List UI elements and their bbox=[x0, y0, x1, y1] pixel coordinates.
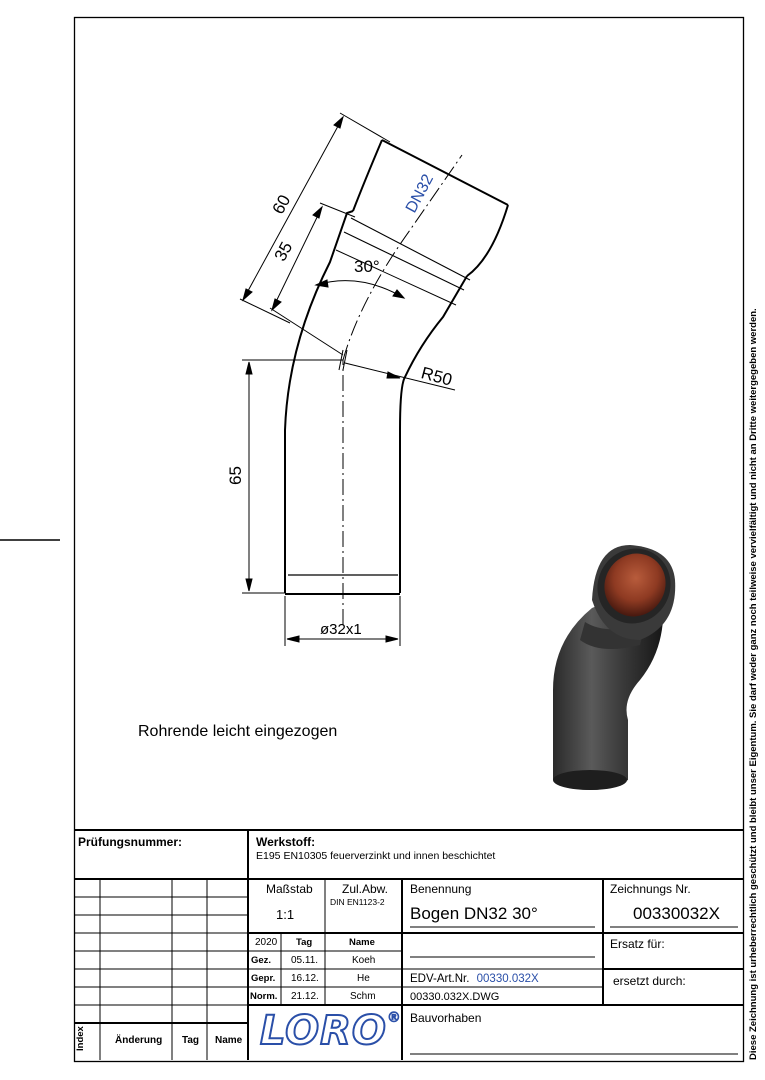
werkstoff-value: E195 EN10305 feuerverzinkt und innen beschichtet bbox=[256, 850, 496, 862]
registered-mark: ® bbox=[386, 1010, 402, 1026]
revision-tag-header: Tag bbox=[182, 1035, 200, 1046]
nominal-size-label: DN32 bbox=[402, 171, 438, 216]
dimension-60 bbox=[240, 113, 390, 323]
revision-name-header: Name bbox=[215, 1035, 243, 1046]
drawing-note: Rohrende leicht eingezogen bbox=[138, 723, 338, 740]
bauvorhaben-label: Bauvorhaben bbox=[410, 1011, 482, 1025]
ersetzt-label: ersetzt durch: bbox=[613, 974, 686, 988]
benennung-value: Bogen DN32 30° bbox=[410, 904, 538, 923]
revision-index-header: Index bbox=[75, 1026, 86, 1051]
gepr-label: Gepr. bbox=[251, 973, 276, 984]
dimension-angle bbox=[316, 280, 404, 298]
dimension-35-label: 35 bbox=[270, 238, 297, 265]
edv-label bbox=[410, 974, 539, 986]
dimension-60-label: 60 bbox=[268, 191, 295, 218]
zeichnungsnr-label: Zeichnungs Nr. bbox=[610, 882, 691, 896]
elbow-3d-render bbox=[553, 535, 685, 790]
norm-tag: 21.12. bbox=[291, 991, 319, 1002]
dimension-65-label: 65 bbox=[225, 466, 245, 485]
edv-label-text: EDV-Art.Nr. bbox=[410, 973, 470, 985]
name-header: Name bbox=[349, 937, 375, 948]
dimension-65 bbox=[242, 360, 343, 593]
gez-label: Gez. bbox=[251, 955, 272, 966]
gez-name: Koeh bbox=[352, 955, 376, 966]
zeichnungsnr-value: 00330032X bbox=[633, 904, 720, 923]
elbow-outline bbox=[285, 140, 508, 594]
zulabw-label: Zul.Abw. bbox=[342, 882, 389, 896]
norm-label: Norm. bbox=[250, 991, 278, 1002]
norm-name: Schm bbox=[350, 991, 376, 1002]
dimension-radius-label: R50 bbox=[419, 363, 455, 390]
year-label: 2020 bbox=[255, 937, 278, 948]
gez-tag: 05.11. bbox=[291, 955, 319, 966]
gepr-tag: 16.12. bbox=[291, 973, 319, 984]
revision-aenderung-header: Änderung bbox=[115, 1035, 163, 1046]
loro-logo bbox=[260, 1008, 402, 1054]
copyright-note: Diese Zeichnung ist urheberrechtlich geschützt und bleibt unser Eigentum. Sie darf weder ganz noch teilweise vervielfältigt und nicht an Dritte weitergegeben werden. bbox=[748, 308, 759, 1060]
gepr-name: He bbox=[357, 973, 370, 984]
dwg-file: 00330.032X.DWG bbox=[410, 991, 500, 1003]
dimension-angle-label: 30° bbox=[354, 257, 380, 276]
werkstoff-label: Werkstoff: bbox=[256, 835, 316, 849]
zulabw-value: DIN EN1123-2 bbox=[330, 897, 385, 907]
massstab-value: 1:1 bbox=[276, 907, 295, 922]
benennung-label: Benennung bbox=[410, 882, 472, 896]
diameter-label: ø32x1 bbox=[320, 621, 362, 638]
pruefungsnummer-label: Prüfungsnummer: bbox=[78, 835, 183, 849]
loro-logo-text: LORO bbox=[260, 1008, 387, 1054]
tag-header: Tag bbox=[296, 937, 313, 948]
massstab-label: Maßstab bbox=[266, 882, 313, 896]
edv-value: 00330.032X bbox=[476, 973, 539, 985]
ersatz-label: Ersatz für: bbox=[610, 937, 665, 951]
